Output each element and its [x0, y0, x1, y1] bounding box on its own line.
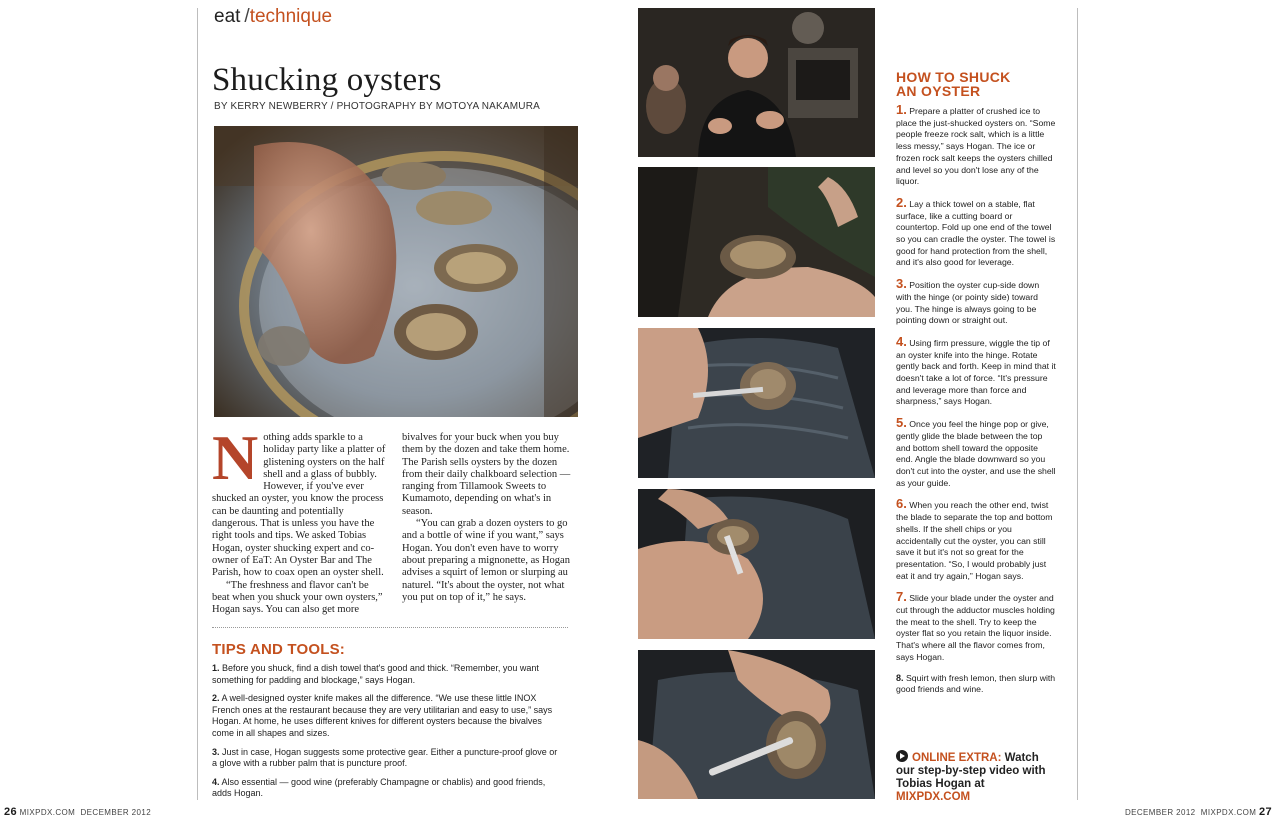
right-page-rule [1077, 8, 1078, 800]
howto-step: 1. Prepare a platter of crushed ice to place the just-shucked oysters on. “Some people freeze rock salt, which is a little less messy,” says Hogan. The ice or frozen rock salt keeps the oysters chilled and level so you don't lose any of the liquor. [896, 102, 1056, 187]
howto-step: 7. Slide your blade under the oyster and cut through the adductor muscles holding the meat to the shell. Try to keep the oyster flat so you retain the liquor inside. That's where all the flavor comes from, says Hogan. [896, 589, 1055, 662]
photo-chef-portrait [638, 8, 875, 157]
left-page-rule [197, 8, 198, 800]
photo-opening-oyster [638, 489, 875, 639]
body-paragraph: othing adds sparkle to a holiday party like a platter of glistening oysters on the half shell and a glass of bubbly. However, if you've ever shucked an oyster, you know the process can be daunting and potentially dangerous. That is unless you have the right tools and tips. We asked Tobias Hogan, oyster shucking expert and co-owner of EaT: An Oyster Bar and The Parish, how to coax open an oyster shell. [212, 432, 386, 579]
page-number-left: 26 [4, 806, 18, 818]
online-extra-link[interactable]: MIXPDX.COM [896, 791, 971, 803]
section-technique: technique [249, 6, 333, 27]
tip-item: 4. Also essential — good wine (preferably Champagne or chablis) and good friends, adds Hogan. [212, 776, 546, 799]
folio-left: 26 MIXPDX.COM DECEMBER 2012 [4, 806, 152, 818]
section-eat: eat [214, 6, 241, 27]
tips-list [212, 663, 564, 807]
body-column-left [212, 422, 388, 616]
howto-step: 6. When you reach the other end, twist the blade to separate the top and bottom shells. If the shell chips or you accidentally cut the oyster, you can still save it but it's not so great for the presentation. “So, I would probably just eat it and try again,” Hogan says. [896, 496, 1053, 581]
photo-knife-in-hinge [638, 328, 875, 478]
dotted-divider [212, 627, 568, 628]
photo-oyster-in-hand [638, 167, 875, 317]
folio-right: DECEMBER 2012 MIXPDX.COM 27 [1124, 806, 1272, 818]
section-tag [214, 6, 332, 28]
photo-shucked-oyster [638, 650, 875, 799]
tip-item: 1. Before you shuck, find a dish towel that's good and thick. “Remember, you want something for padding and blockage,” says Hogan. [212, 663, 539, 685]
howto-step: 4. Using firm pressure, wiggle the tip of an oyster knife into the hinge. Rotate gently back and forth. Keep in mind that it doesn't take a lot of force. “It's pressure and leverage more than force and sharpness,” says Hogan. [896, 333, 1056, 407]
article-byline: BY KERRY NEWBERRY / PHOTOGRAPHY BY MOTOYA NAKAMURA [214, 101, 541, 112]
section-slash: / [244, 6, 250, 27]
howto-step: 5. Once you feel the hinge pop or give, gently glide the blade between the top and bottom shell toward the opposite end. Angle the blade downward so you don't cut into the oyster, and use the shell as your guide. [896, 415, 1056, 488]
page-number-right: 27 [1258, 806, 1272, 818]
body-paragraph: bivalves for your buck when you buy them by the dozen and take them home. The Parish sells oysters by the dozen from their daily chalkboard selection — ranging from Tillamook Sweets to Kumamoto, depending on what's in season. [402, 432, 571, 517]
online-extra: ONLINE EXTRA: Watch our step-by-step video with Tobias Hogan at MIXPDX.COM [896, 752, 1046, 803]
howto-heading: HOW TO SHUCK AN OYSTER [896, 69, 1011, 99]
tips-heading: TIPS AND TOOLS: [212, 641, 346, 658]
howto-step: 3. Position the oyster cup-side down with the hinge (or pointy side) toward you. The hinge is always going to be pointing down or straight out. [896, 276, 1040, 326]
tip-item: 2. A well-designed oyster knife makes all the difference. “We use these little INOX French ones at the restaurant because they are very utilitarian and easy to use,” says Hogan. At home, he uses different knives for different oysters because the bivalves come in all shapes and sizes. [212, 693, 553, 738]
tip-item: 3. Just in case, Hogan suggests some protective gear. Either a puncture-proof glove or a glove with a rubber palm that is puncture proof. [212, 746, 558, 769]
play-icon [896, 750, 908, 762]
hero-photo-oyster-platter [214, 126, 578, 417]
howto-step: 2. Lay a thick towel on a stable, flat surface, like a cutting board or countertop. Fold up one end of the towel so you can cradle the oyster. The towel is good for hand protection from the shell, and it's also good for leverage. [896, 194, 1056, 268]
howto-steps [896, 104, 1056, 705]
howto-step: 8. Squirt with fresh lemon, then slurp with good friends and wine. [896, 672, 1056, 695]
article-headline: Shucking oysters [212, 62, 442, 98]
body-column-right [402, 432, 578, 604]
drop-cap: N [212, 422, 259, 493]
body-paragraph: “The freshness and flavor can't be beat when you shuck your own oysters,” Hogan says. You can also get more [212, 579, 383, 616]
body-paragraph: “You can grab a dozen oysters to go and a bottle of wine if you want,” says Hogan. You don't even have to worry about preparing a mignonette, as Hogan advises a squirt of lemon or slurping au naturel. “It's about the oyster, not what you put on top of it,” he says. [402, 518, 570, 603]
